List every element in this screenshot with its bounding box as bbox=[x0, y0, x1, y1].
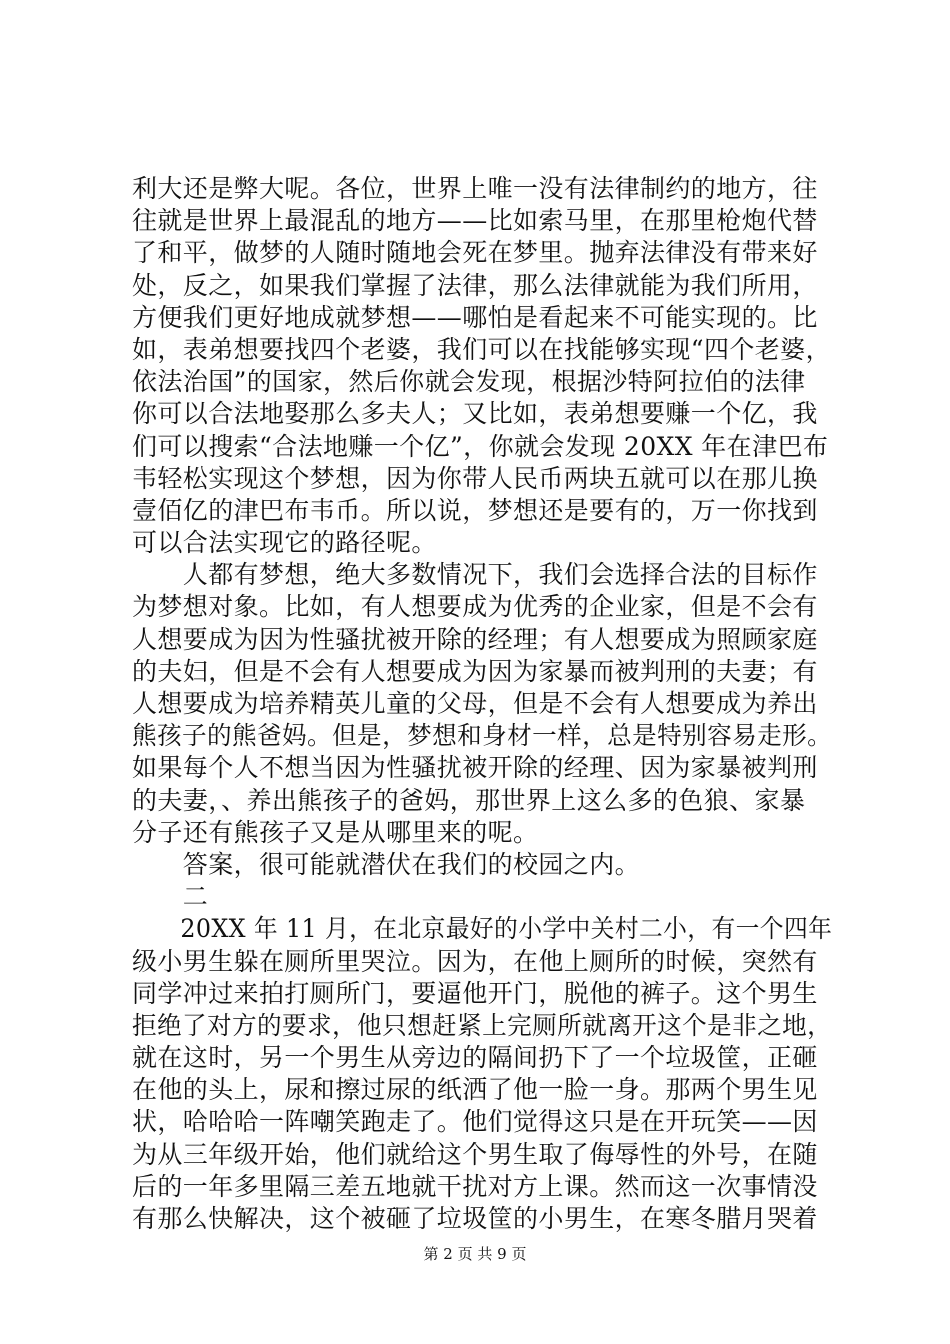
text-line: 处，反之，如果我们掌握了法律，那么法律就能为我们所用， bbox=[132, 270, 818, 300]
text-line: 后的一年多里隔三差五地就干扰对方上课。然而这一次事情没 bbox=[132, 1171, 818, 1201]
text-line: 们可以搜索“合法地赚一个亿”，你就会发现 20XX 年在津巴布 bbox=[132, 431, 829, 461]
text-line: 答案，很可能就潜伏在我们的校园之内。 bbox=[132, 849, 641, 879]
text-line: 在他的头上，尿和擦过尿的纸洒了他一脸一身。那两个男生见 bbox=[132, 1075, 818, 1105]
text-line: 的夫妇，但是不会有人想要成为因为家暴而被判刑的夫妻；有 bbox=[132, 656, 818, 686]
page-footer: 第 2 页 共 9 页 bbox=[423, 1245, 527, 1263]
text-line: 可以合法实现它的路径呢。 bbox=[132, 528, 437, 558]
text-line: 的夫妻，、养出熊孩子的爸妈，那世界上这么多的色狼、家暴 bbox=[132, 785, 806, 815]
text-line: 分子还有熊孩子又是从哪里来的呢。 bbox=[132, 817, 539, 847]
text-line: 人想要成为因为性骚扰被开除的经理；有人想要成为照顾家庭 bbox=[132, 624, 818, 654]
text-line: 为梦想对象。比如，有人想要成为优秀的企业家，但是不会有 bbox=[132, 592, 818, 622]
text-line: 韦轻松实现这个梦想，因为你带人民币两块五就可以在那儿换 bbox=[132, 463, 818, 493]
text-line: 就在这时，另一个男生从旁边的隔间扔下了一个垃圾筐，正砸 bbox=[132, 1043, 818, 1073]
text-line: 二 bbox=[132, 882, 209, 912]
text-line: 拒绝了对方的要求，他只想赶紧上完厕所就离开这个是非之地， bbox=[132, 1010, 833, 1040]
text-line: 状，哈哈哈一阵嘲笑跑走了。他们觉得这只是在开玩笑——因 bbox=[132, 1107, 818, 1137]
text-line: 利大还是弊大呢。各位，世界上唯一没有法律制约的地方，往 bbox=[132, 174, 818, 203]
text-line: 如果每个人不想当因为性骚扰被开除的经理、因为家暴被判刑 bbox=[132, 753, 818, 783]
text-line: 壹佰亿的津巴布韦币。所以说，梦想还是要有的，万一你找到 bbox=[132, 495, 818, 525]
text-line: 同学冲过来拍打厕所门，要逼他开门，脱他的裤子。这个男生 bbox=[132, 978, 818, 1008]
text-line: 往就是世界上最混乱的地方——比如索马里，在那里枪炮代替 bbox=[132, 206, 818, 236]
text-line: 如，表弟想要找四个老婆，我们可以在找能够实现“四个老婆， bbox=[132, 334, 831, 364]
text-line: 级小男生躲在厕所里哭泣。因为，在他上厕所的时候，突然有 bbox=[132, 946, 818, 976]
text-line: 人想要成为培养精英儿童的父母，但是不会有人想要成为养出 bbox=[132, 689, 818, 718]
text-line: 熊孩子的熊爸妈。但是，梦想和身材一样，总是特别容易走形。 bbox=[132, 721, 833, 751]
text-line: 方便我们更好地成就梦想——哪怕是看起来不可能实现的。比 bbox=[132, 302, 818, 332]
text-line: 为从三年级开始，他们就给这个男生取了侮辱性的外号，在随 bbox=[132, 1139, 818, 1169]
body-text bbox=[132, 173, 832, 1235]
text-line: 你可以合法地娶那么多夫人；又比如，表弟想要赚一个亿，我 bbox=[132, 399, 818, 429]
text-line: 有那么快解决，这个被砸了垃圾筐的小男生，在寒冬腊月哭着 bbox=[132, 1204, 818, 1233]
text-line: 人都有梦想，绝大多数情况下，我们会选择合法的目标作 bbox=[132, 560, 818, 590]
text-line: 依法治国”的国家，然后你就会发现，根据沙特阿拉伯的法律 bbox=[132, 367, 806, 397]
text-line: 20XX 年 11 月，在北京最好的小学中关村二小，有一个四年 bbox=[132, 914, 833, 944]
text-line: 了和平，做梦的人随时随地会死在梦里。抛弃法律没有带来好 bbox=[132, 238, 818, 268]
